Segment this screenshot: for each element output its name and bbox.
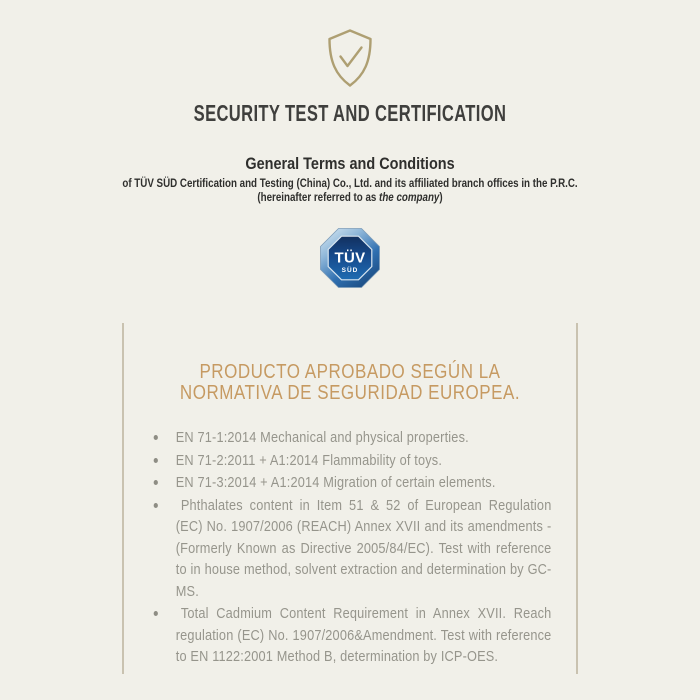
approval-heading	[53, 362, 648, 404]
terms-note	[53, 191, 648, 205]
standards-list-item	[149, 603, 552, 668]
standards-item-text: EN 71-3:2014 + A1:2014 Migration of certain elements.	[175, 474, 496, 491]
terms-note-suffix: )	[439, 192, 443, 204]
standards-item-text: EN 71-1:2014 Mechanical and physical properties.	[175, 429, 469, 446]
bullet-icon	[154, 458, 158, 463]
logo-text-tuv: TÜV	[334, 249, 366, 267]
shield-check-icon	[326, 28, 374, 88]
terms-subheading: of TÜV SÜD Certification and Testing (China) Co., Ltd. and its affiliated branch offices in the P.R.C.	[122, 178, 578, 190]
terms-heading: General Terms and Conditions	[245, 154, 455, 173]
logo-text-sud: SÜD	[341, 267, 359, 274]
bullet-icon	[154, 611, 158, 616]
bullet-icon	[154, 503, 158, 508]
terms-block	[53, 154, 648, 205]
standards-item-text: Phthalates content in Item 51 & 52 of European Regulation (EC) No. 1907/2006 (REACH) Annex XVII and its amendments - (Formerly Known as Directive 2005/84/EC). Test with reference to in house method, solvent extraction and determination by GC-MS.	[175, 496, 552, 600]
approval-heading-line1: PRODUCTO APROBADO SEGÚN LA	[199, 361, 501, 383]
approval-heading-line2: NORMATIVA DE SEGURIDAD EUROPEA.	[179, 382, 521, 404]
standards-list-item	[149, 427, 552, 449]
standards-list	[149, 427, 552, 669]
standards-item-text: EN 71-2:2011 + A1:2014 Flammability of toys.	[175, 451, 443, 469]
terms-note-italic: the company	[379, 192, 440, 204]
tuv-sud-logo	[320, 228, 380, 288]
terms-note-prefix: (hereinafter referred to as	[257, 192, 380, 204]
standards-list-item	[149, 472, 552, 494]
bullet-icon	[154, 480, 158, 485]
standards-item-text: Total Cadmium Content Requirement in Annex XVII. Reach regulation (EC) No. 1907/2006&Amendment. Test with reference to EN 1122:2001 Method B, determination by ICP-OES.	[175, 605, 552, 665]
bullet-icon	[154, 435, 158, 440]
page-title: SECURITY TEST AND CERTIFICATION	[193, 100, 507, 126]
standards-list-item	[149, 450, 552, 472]
standards-list-item	[149, 495, 552, 603]
